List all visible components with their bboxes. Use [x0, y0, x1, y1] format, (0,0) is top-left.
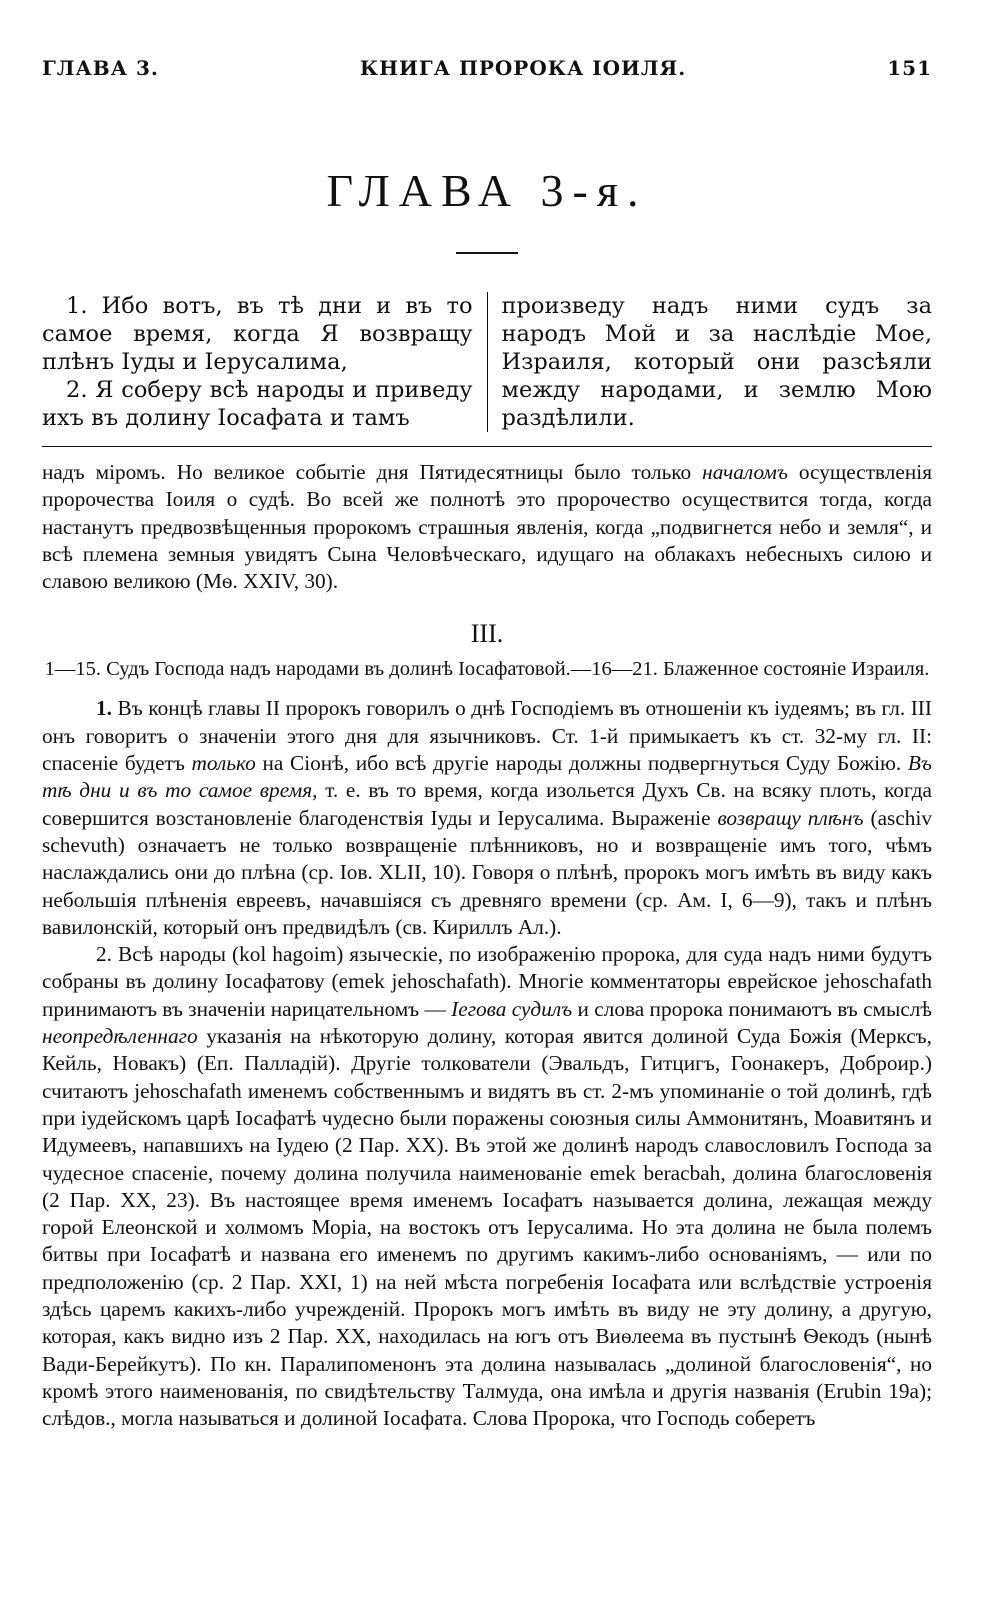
verse-2-continued: произведу надъ ними судъ за народъ Мой и за наслѣдіе Мое, Израиля, который они разсѣяли между народами, и землю Мою раздѣлили.	[501, 293, 932, 431]
commentary-intro-text: надъ міромъ. Но великое событіе дня Пятидесятницы было только	[42, 460, 703, 484]
header-book-title: КНИГА ПРОРОКА ІОИЛЯ.	[359, 56, 687, 80]
commentary	[42, 459, 932, 1433]
paragraph-emphasis: возвращу плѣнъ	[717, 805, 864, 830]
section-numeral: III.	[470, 619, 504, 649]
verse-column-right	[487, 292, 933, 432]
paragraph-number: 1.	[96, 696, 112, 721]
paragraph-text: (aschiv schevuth) означаетъ не только возвращеніе плѣнниковъ, но и возвращеніе имъ того, чѣмъ наслаждались они до плѣна (ср. Іов. XLII, 10). Говоря о плѣнѣ, пророкъ могъ имѣть въ виду какъ небольшія плѣненія евреевъ, начавшіяся съ древняго времени (ср. Ам. I, 6—9), такъ и плѣнъ вавилонскій, который онъ предвидѣлъ (св. Кириллъ Ал.).	[42, 805, 933, 939]
paragraph-number: 2.	[96, 942, 112, 967]
page-number: 151	[887, 56, 932, 80]
verse-column-left	[42, 292, 487, 432]
paragraph-text: указанія на нѣкоторую долину, которая явится долиной Суда Божія (Мерксъ, Кейль, Новакъ) (Еп. Палладій). Другіе толкователи (Эвальдъ, Гитцигъ, Гоонакеръ, Доброир.) считаютъ jehoschafath именемъ собственнымъ и видятъ въ ст. 2-мъ упоминаніе о той долинѣ, гдѣ при іудейскомъ царѣ Іосафатѣ чудесно были поражены союзныя силы Аммонитянъ, Моавитянъ и Идумеевъ, напавшихъ на Іудею (2 Пар. XX). Въ этой же долинѣ народъ славословилъ Господа за чудесное спасеніе, почему долина получила наименованіе emek beracbah, долина благословенія (2 Пар. XX, 23). Въ настоящее время именемъ Іосафатъ называется долина, лежащая между горой Елеонской и холмомъ Моріа, на востокъ отъ Іерусалима. Но эта долина не была полемъ битвы при Іосафатѣ и названа его именемъ по другимъ какимъ-либо основаніямъ, — или по предположенію (ср. 2 Пар. XXI, 1) на ней мѣста погребенія Іосафата или вслѣдствіе устроенія здѣсь царемъ какихъ-либо учрежденій. Пророкъ могъ имѣть въ виду не эту долину, а другую, которая, какъ видно изъ 2 Пар. XX, находилась на югъ отъ Виѳлеема въ пустынѣ Ѳекодъ (нынѣ Вади-Берейкутъ). По кн. Паралипоменонъ эта долина называлась „долиной благословенія“, но кромѣ этого наименованія, по свидѣтельству Талмуда, она имѣла и другія названія (Erubin 19a); слѣдов., могла называться и долиной Іосафата. Слова Пророка, что Господь соберетъ	[42, 1024, 932, 1431]
section-summary: 1—15. Судъ Господа надъ народами въ долинѣ Іосафатовой.—16—21. Блаженное состояніе Израиля.	[44, 658, 930, 681]
commentary-intro-emphasis: началомъ	[702, 460, 788, 484]
paragraph-text: на Сіонѣ, ибо всѣ другіе народы должны подвергнуться Суду Божію.	[255, 751, 908, 776]
commentary-paragraph-1	[42, 695, 932, 941]
verse-1: 1. Ибо вотъ, въ тѣ дни и въ то самое время, когда Я возвращу плѣнъ Іуды и Іерусалима,	[42, 293, 473, 375]
header-chapter-label: ГЛАВА 3.	[42, 56, 159, 80]
scripture-verses	[42, 292, 932, 432]
heading-rule	[456, 252, 518, 254]
paragraph-text: Въ концѣ главы II пророкъ говорилъ о днѣ Господіемъ въ отношеніи къ іудеямъ; въ гл. III онъ говоритъ о значеніи этого дня для язычниковъ. Ст. 1-й примыкаетъ къ ст. 32-му гл. II: спасеніе будетъ	[42, 696, 932, 776]
running-header	[42, 56, 932, 80]
verse-commentary-divider	[42, 446, 932, 447]
paragraph-emphasis: неопредѣленнаго	[42, 1024, 198, 1049]
chapter-heading: ГЛАВА 3-я.	[326, 165, 648, 216]
paragraph-emphasis: только	[191, 751, 256, 776]
paragraph-emphasis: Іегова судилъ	[451, 996, 573, 1021]
commentary-paragraph-2	[42, 941, 932, 1432]
commentary-intro-text-rest: осуществленія пророчества Іоиля о судѣ. Во всей же полнотѣ это пророчество осуществится тогда, когда настанутъ предвозвѣщенныя пророкомъ страшныя явленія, когда „подвигнется небо и земля“, и всѣ племена земныя увидятъ Сына Человѣческаго, идущаго на облакахъ небесныхъ силою и славою великою (Мѳ. XXIV, 30).	[42, 460, 932, 594]
verse-2: 2. Я соберу всѣ народы и приведу ихъ въ долину Іосафата и тамъ	[42, 377, 473, 431]
commentary-intro	[42, 459, 932, 595]
paragraph-text: и слова пророка понимаютъ въ смыслѣ	[572, 996, 932, 1021]
paragraph-text: т. е. въ то время, когда изольется Духъ Св. на всяку плоть, когда совершится возстановленіе благоденствія Іуды и Іерусалима. Выраженіе	[42, 778, 932, 830]
paragraph-text: Всѣ народы (kol hagoim) языческіе, по изображенію пророка, для суда надъ ними будутъ собраны въ долину Іосафатову (emek jehoschafath). Многіе комментаторы еврейское jehoschafath принимаютъ въ значеніи нарицательномъ —	[42, 942, 932, 1021]
paragraph-emphasis: Въ тѣ дни и въ то самое время,	[42, 751, 932, 803]
